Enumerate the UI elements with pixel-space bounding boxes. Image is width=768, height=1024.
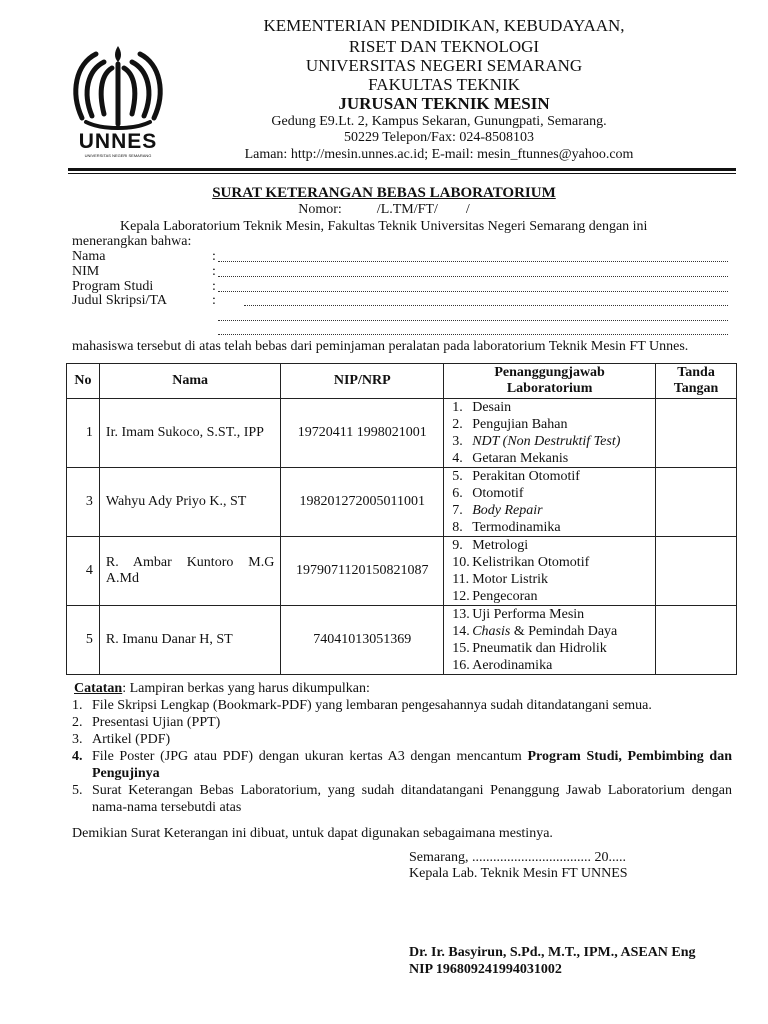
lab-num: 2.	[452, 417, 463, 432]
row-nama: Ir. Imam Sukoco, S.ST., IPP	[99, 399, 280, 468]
lab-num: 14.	[452, 624, 470, 639]
notes-heading	[74, 680, 732, 697]
note-item	[72, 714, 732, 731]
row-no: 1	[67, 399, 100, 468]
signature-cell[interactable]	[656, 537, 737, 606]
lab-name: Pneumatik dan Hidrolik	[472, 641, 607, 656]
kop-line-3: UNIVERSITAS NEGERI SEMARANG	[305, 56, 583, 75]
row-no: 3	[67, 468, 100, 537]
sign-nip: NIP 196809241994031002	[409, 962, 562, 977]
table-row	[67, 606, 737, 675]
note-item	[72, 731, 732, 748]
lab-item	[444, 450, 655, 467]
table-row	[67, 468, 737, 537]
row-labs	[444, 537, 656, 606]
note-text: File Poster (JPG atau PDF) dengan ukuran kertas A3 dengan mencantum	[92, 749, 528, 764]
address-line-3: Laman: http://mesin.unnes.ac.id; E-mail: mesin_ftunnes@yahoo.com	[244, 147, 634, 162]
lab-num: 7.	[452, 503, 463, 518]
note-text: File Skripsi Lengkap (Bookmark-PDF) yang lembaran pengesahannya sudah ditandatangani semua.	[92, 698, 652, 713]
kop-line-1: KEMENTERIAN PENDIDIKAN, KEBUDAYAAN,	[263, 16, 625, 35]
header-divider-thick	[68, 168, 736, 171]
row-nip: 74041013051369	[281, 606, 444, 675]
logo-subtext: UNIVERSITAS NEGERI SEMARANG	[84, 153, 152, 158]
lab-num: 8.	[452, 520, 463, 535]
note-item	[72, 697, 732, 714]
letter-title-text: SURAT KETERANGAN BEBAS LABORATORIUM	[212, 185, 556, 201]
row-nip: 198201272005011001	[281, 468, 444, 537]
lab-item	[444, 537, 655, 554]
lab-num: 12.	[452, 589, 470, 604]
lab-name: Motor Listrik	[472, 572, 549, 587]
field-nim-blank[interactable]	[218, 276, 728, 277]
address-line-2: 50229 Telepon/Fax: 024-8508103	[343, 130, 535, 145]
lab-num: 16.	[452, 658, 470, 673]
letter-number: Nomor: /L.TM/FT/ /	[298, 202, 470, 217]
lab-name: Pengujian Bahan	[472, 417, 568, 432]
lab-table	[66, 363, 737, 675]
lab-item	[444, 554, 655, 571]
field-nama-sep: :	[212, 249, 216, 264]
lab-item	[444, 588, 655, 605]
table-header-row	[67, 364, 737, 399]
table-row	[67, 399, 737, 468]
note-num: 1.	[72, 698, 83, 713]
lab-item	[444, 657, 655, 674]
letter-title	[0, 185, 768, 202]
lab-num: 6.	[452, 486, 463, 501]
note-num: 2.	[72, 715, 83, 730]
signature-cell[interactable]	[656, 468, 737, 537]
lab-name: Getaran Mekanis	[472, 451, 569, 466]
row-nama: R. Imanu Danar H, ST	[99, 606, 280, 675]
note-num: 5.	[72, 783, 83, 798]
col-header-nip: NIP/NRP	[281, 364, 444, 399]
lab-num: 11.	[452, 572, 470, 587]
note-num: 4.	[72, 749, 83, 764]
lab-name: NDT (Non Destruktif Test)	[472, 434, 621, 449]
field-prodi-sep: :	[212, 279, 216, 294]
lab-item	[444, 433, 655, 450]
lab-num: 4.	[452, 451, 463, 466]
row-nama: Wahyu Ady Priyo K., ST	[99, 468, 280, 537]
lab-name: Uji Performa Mesin	[472, 607, 585, 622]
sign-name: Dr. Ir. Basyirun, S.Pd., M.T., IPM., ASEAN Eng	[409, 945, 696, 960]
lab-num: 13.	[452, 607, 470, 622]
lab-name: Chasis & Pemindah Daya	[472, 624, 618, 639]
lab-num: 1.	[452, 400, 463, 415]
lab-num: 3.	[452, 434, 463, 449]
field-prodi-label: Program Studi	[72, 279, 154, 294]
lab-item	[444, 468, 655, 485]
lab-num: 15.	[452, 641, 470, 656]
field-judul-label: Judul Skripsi/TA	[72, 293, 167, 308]
signature-cell[interactable]	[656, 399, 737, 468]
signature-cell[interactable]	[656, 606, 737, 675]
lab-item	[444, 640, 655, 657]
lab-name: Pengecoran	[472, 589, 538, 604]
closing-sentence: Demikian Surat Keterangan ini dibuat, untuk dapat digunakan sebagaimana mestinya.	[72, 826, 553, 841]
row-nip: 19720411 1998021001	[281, 399, 444, 468]
col-header-ttd: Tanda Tangan	[656, 364, 737, 399]
col-header-lab: Penanggungjawab Laboratorium	[444, 364, 656, 399]
note-item	[72, 748, 732, 782]
lab-name: Perakitan Otomotif	[472, 469, 580, 484]
notes-section	[72, 680, 732, 816]
lab-num: 10.	[452, 555, 470, 570]
lab-item	[444, 399, 655, 416]
row-nama: R. Ambar Kuntoro M.G A.Md	[99, 537, 280, 606]
logo-wordmark: UNNES	[78, 130, 158, 153]
note-item	[72, 782, 732, 816]
lab-name: Body Repair	[472, 503, 543, 518]
field-nama-blank[interactable]	[218, 261, 728, 262]
notes-label: Catatan	[74, 681, 123, 696]
field-nama-label: Nama	[72, 249, 106, 264]
col-header-nama: Nama	[99, 364, 280, 399]
field-judul-blank-3[interactable]	[218, 334, 728, 335]
note-num: 3.	[72, 732, 83, 747]
col-header-no: No	[67, 364, 100, 399]
field-judul-blank-1[interactable]	[244, 305, 728, 306]
address-line-1: Gedung E9.Lt. 2, Kampus Sekaran, Gunungpati, Semarang.	[271, 114, 607, 129]
table-row	[67, 537, 737, 606]
row-no: 4	[67, 537, 100, 606]
lab-num: 9.	[452, 538, 463, 553]
field-judul-blank-2[interactable]	[218, 320, 728, 321]
lab-name: Metrologi	[472, 538, 529, 553]
lab-name: Aerodinamika	[472, 658, 553, 673]
note-bold-text: Program Studi, Pembimbing dan Pengujinya	[92, 749, 732, 781]
note-text: Artikel (PDF)	[92, 732, 171, 747]
notes-intro: : Lampiran berkas yang harus dikumpulkan:	[122, 681, 370, 696]
intro-line-1: Kepala Laboratorium Teknik Mesin, Fakultas Teknik Universitas Negeri Semarang dengan ini	[120, 219, 648, 234]
lab-name: Kelistrikan Otomotif	[472, 555, 590, 570]
row-labs	[444, 606, 656, 675]
field-judul-sep: :	[212, 293, 216, 308]
lab-name: Otomotif	[472, 486, 524, 501]
field-nim-label: NIM	[72, 264, 100, 279]
note-text: Surat Keterangan Bebas Laboratorium, yang sudah ditandatangani Penanggung Jawab Laboratorium dengan nama-nama tersebutdi atas	[92, 783, 732, 815]
statement: mahasiswa tersebut di atas telah bebas dari peminjaman peralatan pada laboratorium Teknik Mesin FT Unnes.	[72, 339, 689, 354]
kop-department: JURUSAN TEKNIK MESIN	[338, 94, 550, 113]
row-labs	[444, 468, 656, 537]
note-text: Presentasi Ujian (PPT)	[92, 715, 221, 730]
row-no: 5	[67, 606, 100, 675]
lab-name-italic-part: Chasis	[472, 624, 511, 639]
lab-item	[444, 416, 655, 433]
row-labs	[444, 399, 656, 468]
lab-name: Termodinamika	[472, 520, 561, 535]
lab-item	[444, 502, 655, 519]
lab-item	[444, 623, 655, 640]
kop-line-4: FAKULTAS TEKNIK	[368, 75, 520, 94]
lab-item	[444, 485, 655, 502]
sign-role: Kepala Lab. Teknik Mesin FT UNNES	[409, 866, 628, 881]
header-divider-thin	[68, 173, 736, 174]
lab-item	[444, 606, 655, 623]
lab-item	[444, 519, 655, 536]
lab-num: 5.	[452, 469, 463, 484]
lab-name: Desain	[472, 400, 512, 415]
field-prodi-blank[interactable]	[218, 291, 728, 292]
row-nip: 1979071120150821087	[281, 537, 444, 606]
field-nim-sep: :	[212, 264, 216, 279]
lab-item	[444, 571, 655, 588]
intro-line-2: menerangkan bahwa:	[72, 234, 192, 249]
kop-line-2: RISET DAN TEKNOLOGI	[348, 37, 540, 56]
sign-place-date: Semarang, .................................. 20.....	[409, 850, 626, 865]
